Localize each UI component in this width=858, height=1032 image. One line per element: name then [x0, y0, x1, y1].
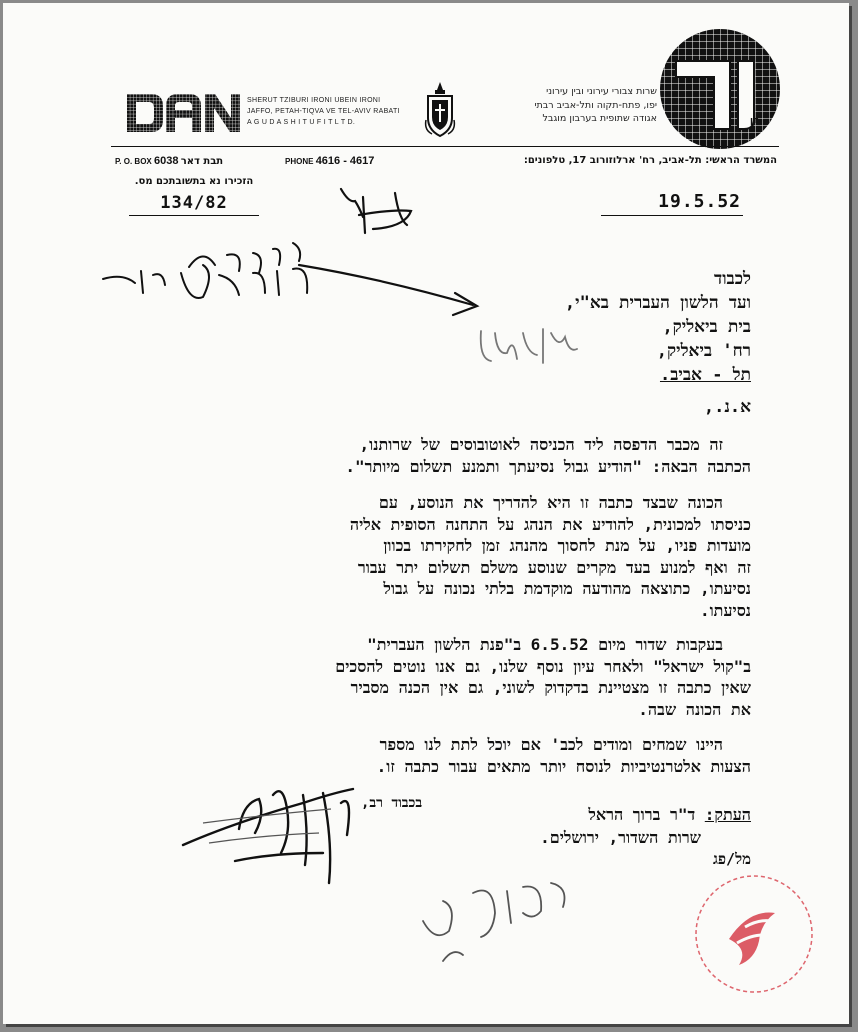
- text-line: שאין כתבה זו מצטיינת בדקדוק לשוני, גם אין הכנה מסביר: [350, 678, 751, 697]
- letter-page: [3, 3, 849, 1024]
- letter-date: 19.5.52: [658, 191, 741, 212]
- paragraph: [61, 634, 751, 720]
- company-name-hebrew: [467, 85, 657, 126]
- copy-to-department: שרות השדור, ירושלים.: [540, 828, 701, 847]
- text-line: הכתבה הבאה: "הודיע גבול נסיעתך ותמנע תשלום מיותר".: [345, 456, 751, 476]
- dan-logo: [127, 94, 241, 132]
- reference-number: 134/82: [160, 193, 228, 213]
- logo-letter: דן: [750, 116, 759, 126]
- text-line: זה מכבר הדפסה ליד הכניסה לאוטובוסים של שרותנו,: [359, 435, 723, 454]
- typist-initials: מל/פג: [712, 850, 751, 868]
- address-line: ועד הלשון העברית בא"י,: [564, 293, 751, 313]
- company-name-latin: [247, 95, 427, 128]
- hebrew-line: שרות צבורי עירוני ובין עירוני: [546, 86, 657, 97]
- pobox: P. O. BOX 6038 תבת דאר: [115, 155, 224, 167]
- text-line: הצעות אלטרנטיביות לנוסח יותר מתאים עבור כתבה זו.: [376, 756, 751, 776]
- greeting: א.נ.,: [703, 397, 751, 417]
- address-hebrew: המשרד הראשי: תל-אביב, רח' ארלוזורוב 17, טלפונים:: [523, 155, 777, 166]
- text-line: זה ואף למנוע בעד מקרים שנוסע משלם תשלום יתר עבור: [357, 557, 751, 577]
- signature-stamp-text: בכבוד רב,: [361, 795, 423, 811]
- text-line: היינו שמחים ומודים לכב' אם יוכל לתת לנו מספר: [379, 735, 723, 754]
- text-line: כניסתו למכונית, להודיע את הנהג על התחנה הסופית אליה: [349, 514, 751, 534]
- paragraph: [61, 492, 751, 621]
- emblem-icon: [424, 80, 456, 140]
- text-line: הכונה שבצד כתבה זו היא להדריך את הנוסע, עם: [378, 493, 723, 512]
- address-line: [115, 152, 777, 170]
- address-line: תל - אביב.: [659, 365, 751, 385]
- header-rule: [111, 146, 779, 147]
- copy-to-label: העתק:: [704, 805, 751, 824]
- reference-underline: [129, 215, 259, 216]
- text-line: את הכונה שבה.: [638, 699, 751, 719]
- text-line: בעקבות שדור מיום 6.5.52 ב"פנת הלשון העברית": [367, 635, 723, 654]
- address-line: רח' ביאליק,: [656, 341, 751, 361]
- text-line: נסיעתו.: [699, 600, 751, 620]
- copy-to: [391, 803, 751, 849]
- hebrew-line: אגודה שתופית בערבון מוגבל: [542, 113, 657, 124]
- dan-circle-logo: [658, 27, 782, 151]
- text-line: נסיעתו, כתוצאה מהודעה מוקדמת בלתי נכונה על גבול: [383, 579, 751, 598]
- address-line: בית ביאליק,: [662, 317, 751, 337]
- latin-line: SHERUT TZIBURI IRONI UBEIN IRONI: [247, 97, 381, 104]
- paragraph: [61, 734, 751, 777]
- address-line: לכבוד: [714, 269, 751, 289]
- hebrew-line: יפו, פתח-תקוה ותל-אביב רבתי: [534, 99, 657, 111]
- reference-label: הזכירו נא בתשובתכם מס.: [134, 176, 254, 187]
- paragraph: [61, 434, 751, 477]
- latin-line: JAFFO, PETAH-TIQVA VE TEL-AVIV RABATI: [247, 108, 400, 115]
- recipient-address: [331, 267, 751, 387]
- copy-to-line: [391, 803, 751, 826]
- text-line: מועדות פניו, על מנת לחסוך מהנהג זמן לחקירתו בכוון: [383, 536, 751, 555]
- text-line: ב"קול ישראל" ולאחר עיון נוסף שלנו, גם אנו נוטים להסכים: [335, 656, 751, 676]
- phone: PHONE 4616 - 4617: [285, 155, 375, 167]
- academy-seal-icon: [689, 869, 819, 999]
- copy-to-recipient: ד"ר ברוך הראל: [588, 805, 696, 824]
- latin-line: A G U D A S H I T U F I T L T D.: [247, 119, 356, 126]
- date-underline: [601, 215, 743, 216]
